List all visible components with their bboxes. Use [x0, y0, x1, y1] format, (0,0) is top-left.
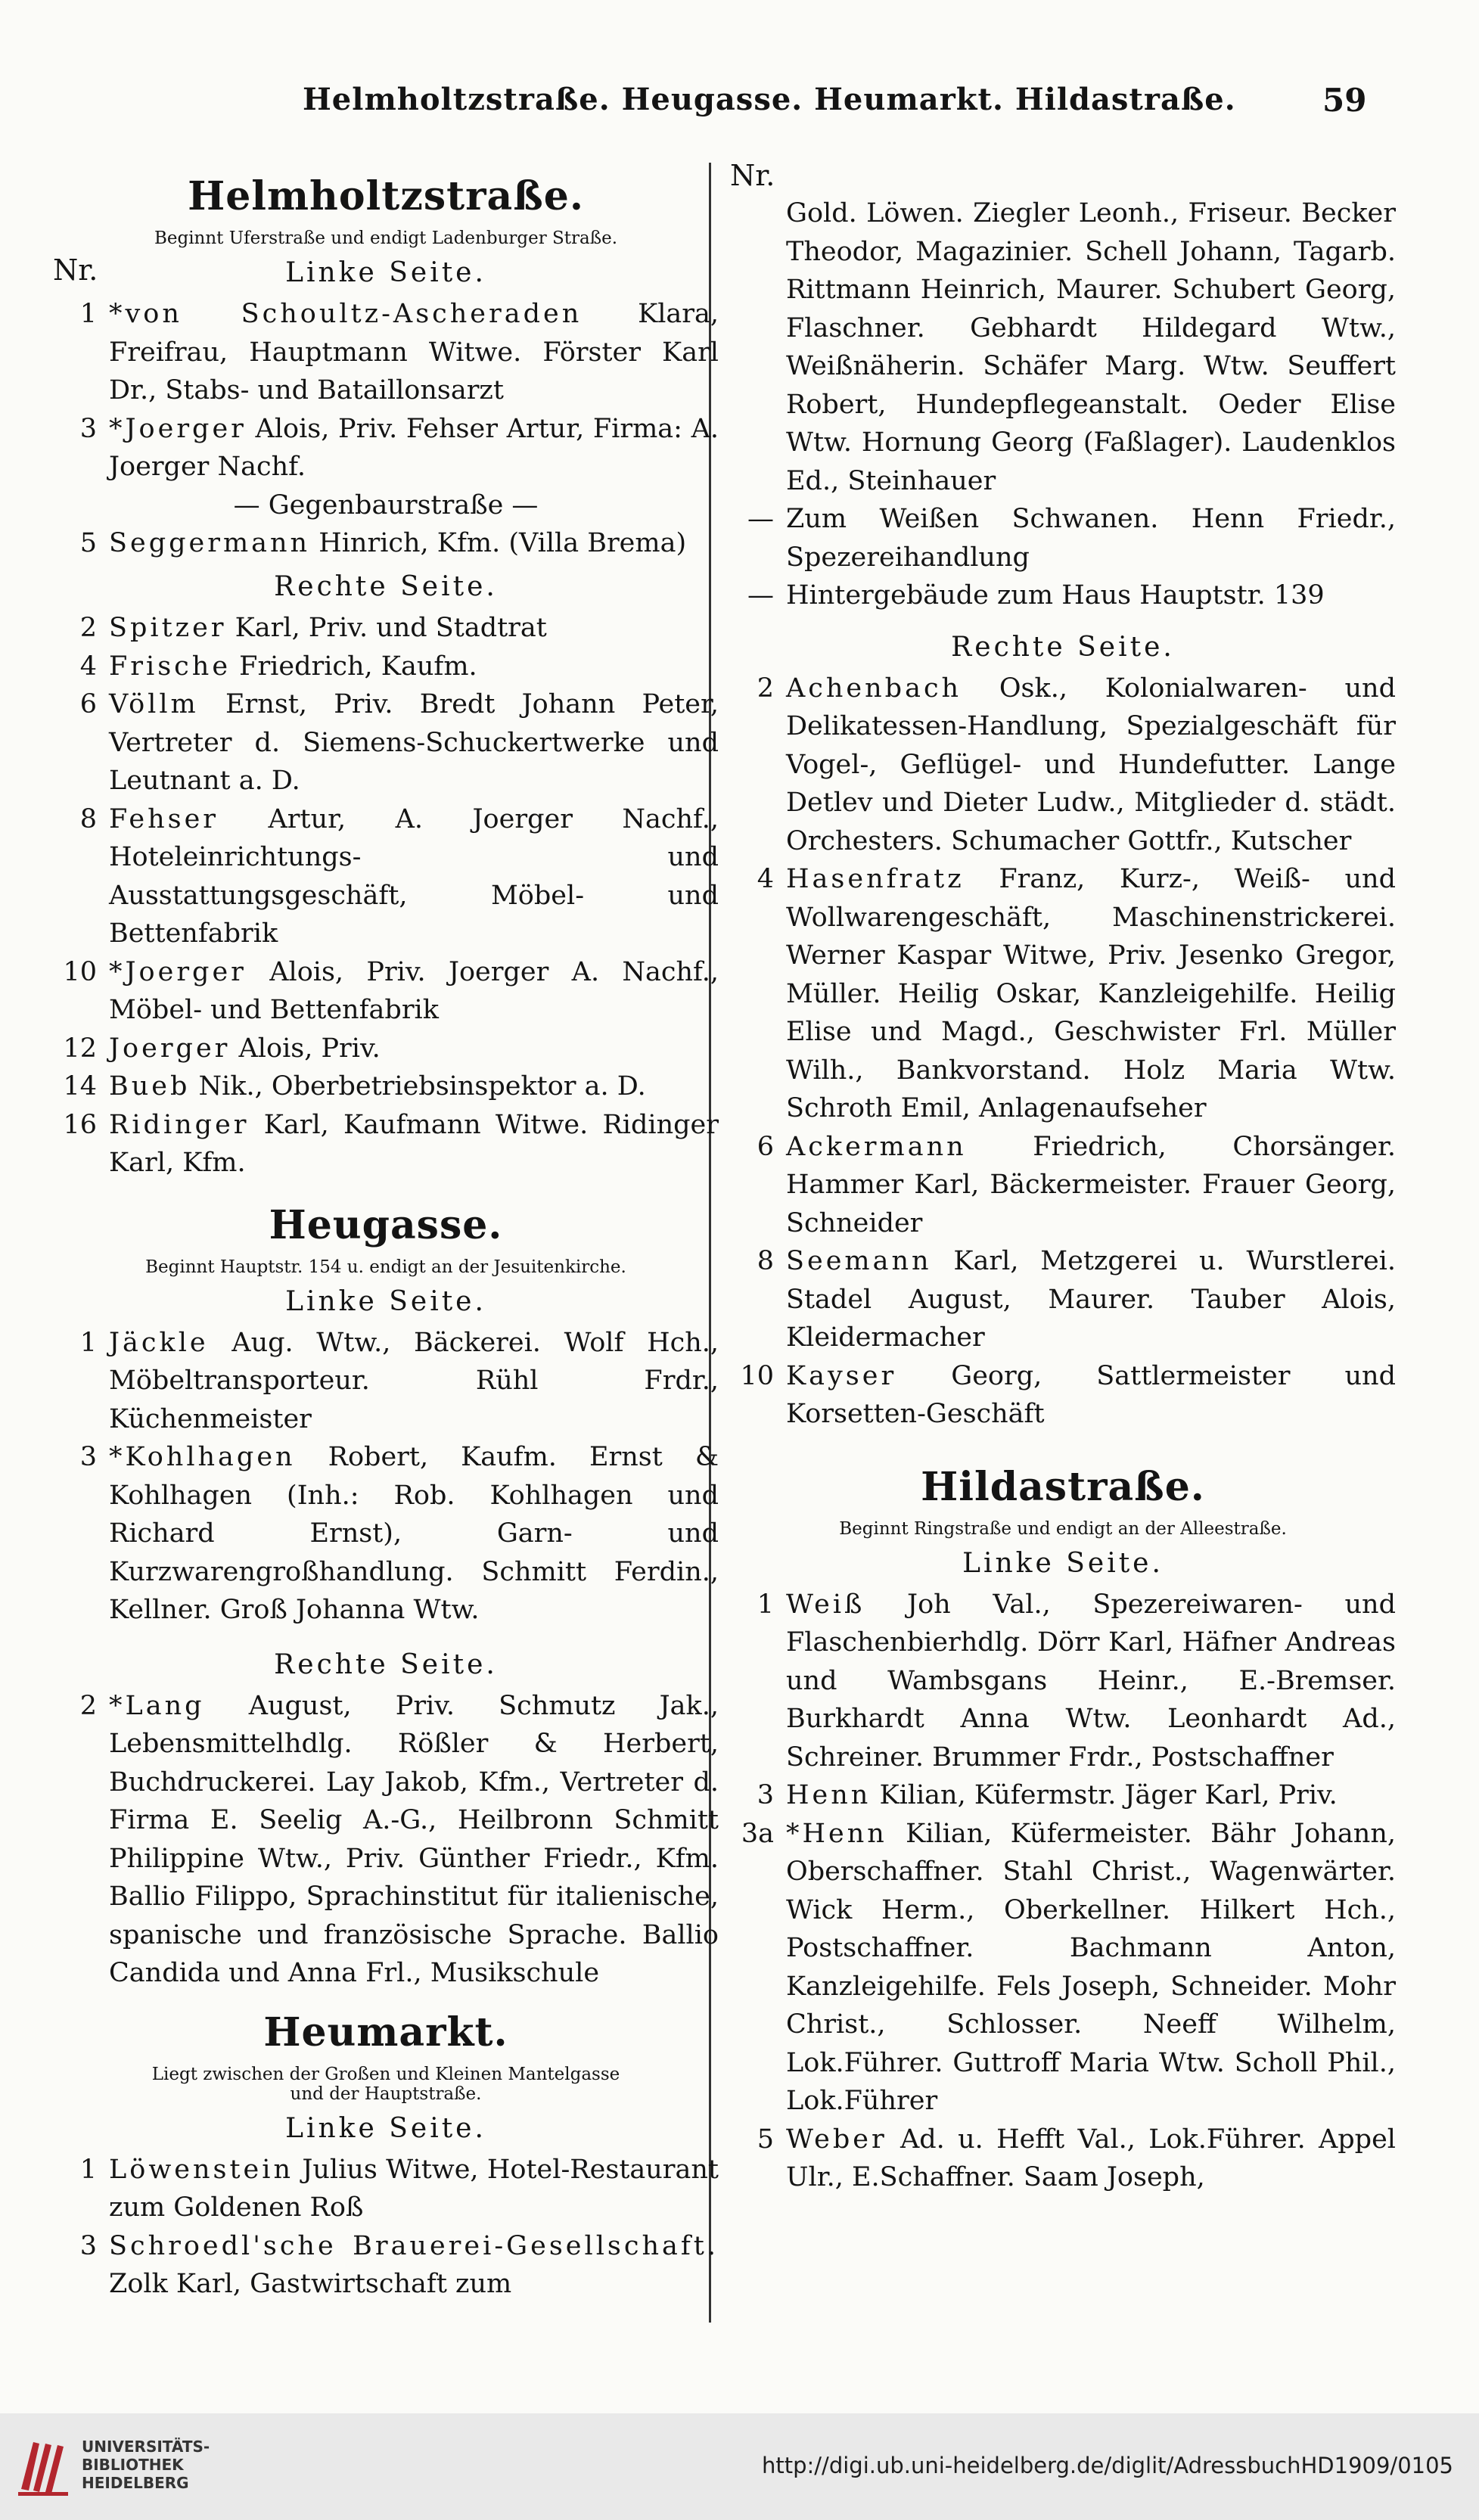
entry-details: Joh Val., Spezereiwaren- und Flaschenbierhdlg. Dörr Karl, Häfner Andreas und Wambsgans Heinr., E.-Bremser. Burkhardt Anna Wtw. Leonhardt Ad., Schreiner. Brummer Frdr., Postschaffner [786, 1589, 1396, 1773]
list-item [730, 2121, 1396, 2197]
library-name-line: HEIDELBERG [82, 2474, 189, 2492]
entry-text [786, 576, 1396, 615]
resident-name: Frische [109, 651, 231, 682]
house-number: 14 [63, 1071, 97, 1102]
resident-name: Kayser [786, 1360, 897, 1391]
entry-text [786, 194, 1396, 500]
entry-details: Friedrich, Kaufm. [231, 651, 477, 682]
entry-details: Karl, Priv. und Stadtrat [226, 613, 547, 643]
resident-name: Weber [786, 2124, 887, 2155]
resident-name: *Lang [109, 1690, 205, 1721]
house-number: 5 [757, 2124, 774, 2155]
entry-text [109, 648, 719, 686]
list-item [730, 1242, 1396, 1357]
list-item [730, 576, 1396, 615]
entry-text [109, 2151, 719, 2227]
entry-details: Klara, Freifrau, Hauptmann Witwe. Förster Karl Dr., Stabs- und Bataillonsarzt [109, 299, 719, 405]
entry-details: Karl, Kaufmann Witwe. Ridinger Karl, Kfm. [109, 1109, 719, 1178]
street-note-hilda: Beginnt Ringstraße und endigt an der Alleestraße. [839, 1518, 1287, 1539]
entry-details: Artur, A. Joerger Nachf., Hoteleinrichtungs- und Ausstattungsgeschäft, Möbel- und Bettenfabrik [109, 803, 719, 949]
house-number: 1 [757, 1589, 774, 1620]
entry-details: Robert, Kaufm. Ernst & Kohlhagen (Inh.: Rob. Kohlhagen und Richard Ernst), Garn- und Kurzwarengroßhandlung. Schmitt Ferdin., Kellner. Groß Johanna Wtw. [109, 1442, 719, 1625]
resident-name: Joerger [109, 1033, 231, 1064]
entry-text [109, 1067, 719, 1106]
side-heading: Linke Seite. [285, 1285, 486, 1317]
list-item [53, 1030, 719, 1068]
entry-list [53, 1687, 719, 1993]
house-number: 3 [79, 1442, 97, 1472]
list-item [53, 1687, 719, 1993]
entry-text [109, 2227, 719, 2304]
resident-name: Ackermann [786, 1131, 967, 1162]
nr-label: Nr. [53, 253, 98, 287]
nr-label: Nr. [730, 159, 775, 192]
list-item [53, 800, 719, 953]
house-number: 10 [740, 1360, 774, 1391]
entry-text [786, 1586, 1396, 1777]
entry-list [53, 295, 719, 486]
entry-details: Osk., Kolonialwaren- und Delikatessen-Handlung, Spezialgeschäft für Vogel-, Geflügel- und Hundefutter. Lange Detlev und Dieter Ludw., Mitglieder d. städt. Orchesters. Schumacher Gottfr., Kutscher [786, 673, 1396, 856]
source-url-link[interactable]: http://digi.ub.uni-heidelberg.de/diglit/AdressbuchHD1909/0105 [761, 2453, 1453, 2478]
library-logo-icon [17, 2436, 70, 2498]
list-item [53, 953, 719, 1030]
entry-text [786, 1776, 1396, 1815]
house-number: 16 [63, 1109, 97, 1140]
resident-name: Seggermann [109, 527, 311, 558]
entry-text [109, 295, 719, 410]
entry-text [109, 1687, 719, 1993]
entry-text [786, 500, 1396, 576]
list-item [53, 1106, 719, 1182]
entry-details: Zolk Karl, Gastwirtschaft zum [109, 2269, 512, 2299]
resident-name: Bueb [109, 1071, 191, 1102]
entry-details: Ernst, Priv. Bredt Johann Peter, Vertreter d. Siemens-Schuckertwerke und Leutnant a. D. [109, 689, 719, 796]
page-number: 59 [1322, 82, 1367, 119]
running-head: Helmholtzstraße. Heugasse. Heumarkt. Hildastraße. [303, 82, 1236, 117]
list-item [53, 1324, 719, 1439]
entry-list [730, 1586, 1396, 2197]
house-number: 12 [63, 1033, 97, 1064]
house-number: 3a [741, 1818, 774, 1849]
library-name [82, 2438, 210, 2492]
house-number: 8 [757, 1246, 774, 1276]
side-heading: Rechte Seite. [951, 631, 1175, 663]
entry-list [730, 670, 1396, 1434]
entry-list [53, 524, 719, 563]
entry-text [109, 1030, 719, 1068]
street-note-heumarkt: Liegt zwischen der Großen und Kleinen Mantelgasse [151, 2064, 620, 2084]
entry-text [109, 800, 719, 953]
left-column [53, 163, 719, 2304]
list-item [730, 1128, 1396, 1243]
entry-text [109, 685, 719, 800]
entry-details: Alois, Priv. [230, 1033, 381, 1064]
side-heading: Linke Seite. [962, 1547, 1164, 1579]
resident-name: Henn [786, 1780, 872, 1810]
list-item [730, 860, 1396, 1128]
entry-details: Nik., Oberbetriebsinspektor a. D. [190, 1071, 646, 1102]
list-item [730, 1776, 1396, 1815]
list-item [730, 1586, 1396, 1777]
entry-text [109, 609, 719, 648]
house-number: — [747, 504, 774, 534]
house-number: 2 [79, 613, 97, 643]
entry-text [109, 524, 719, 563]
list-item [730, 194, 1396, 500]
list-item [53, 2151, 719, 2227]
right-column [730, 159, 1396, 2197]
entry-list [53, 2151, 719, 2304]
resident-name: Spitzer [109, 613, 227, 643]
house-number: 3 [757, 1780, 774, 1810]
resident-name: Löwenstein [109, 2154, 294, 2185]
entry-details: Karl, Metzgerei u. Wurstlerei. Stadel August, Maurer. Tauber Alois, Kleidermacher [786, 1246, 1396, 1353]
entry-details: Gold. Löwen. Ziegler Leonh., Friseur. Becker Theodor, Magazinier. Schell Johann, Tagarb. Rittmann Heinrich, Maurer. Schubert Georg, Flaschner. Gebhardt Hildegard Wtw., Weißnäherin. Schäfer Marg. Wtw. Seuffert Robert, Hundepflegeanstalt. Oeder Elise Wtw. Hornung Georg (Faßlager). Laudenklos Ed., Steinhauer [786, 198, 1396, 496]
resident-name: *Kohlhagen [109, 1442, 296, 1472]
list-item [730, 1357, 1396, 1434]
entry-text [109, 410, 719, 486]
house-number: — [747, 580, 774, 611]
house-number: 8 [79, 803, 97, 834]
resident-name: *Henn [786, 1818, 887, 1849]
resident-name: Völlm [109, 689, 199, 719]
house-number: 10 [63, 956, 97, 987]
entry-details: Hintergebäude zum Haus Hauptstr. 139 [786, 580, 1325, 611]
library-name-line: UNIVERSITÄTS- [82, 2438, 210, 2456]
resident-name: *Joerger [109, 956, 247, 987]
street-title-helmholtz: Helmholtzstraße. [188, 173, 584, 219]
house-number: 1 [79, 299, 97, 329]
entry-details: Aug. Wtw., Bäckerei. Wolf Hch., Möbeltransporteur. Rühl Frdr., Küchenmeister [109, 1327, 719, 1434]
house-number [730, 194, 786, 500]
side-heading: Linke Seite. [285, 2112, 486, 2144]
entry-text [109, 1106, 719, 1182]
resident-name: *Joerger [109, 413, 247, 444]
resident-name: Fehser [109, 803, 219, 834]
list-item [53, 609, 719, 648]
list-item [730, 670, 1396, 861]
footer-bar [0, 2413, 1479, 2520]
entry-details: Julius Witwe, Hotel-Restaurant zum Goldenen Roß [109, 2154, 719, 2223]
house-number: 1 [79, 2154, 97, 2185]
list-item [53, 1438, 719, 1630]
entry-text [786, 2121, 1396, 2197]
entry-text [786, 1128, 1396, 1243]
list-item [53, 410, 719, 486]
entry-text [109, 1324, 719, 1439]
street-note-heugasse: Beginnt Hauptstr. 154 u. endigt an der Jesuitenkirche. [145, 1257, 626, 1277]
resident-name: *von Schoultz-Ascheraden [109, 299, 583, 329]
list-item [53, 524, 719, 563]
entry-details: Ad. u. Hefft Val., Lok.Führer. Appel Ulr., E.Schaffner. Saam Joseph, [786, 2124, 1396, 2192]
list-item [53, 648, 719, 686]
side-heading: Linke Seite. [285, 257, 486, 288]
list-item [53, 2227, 719, 2304]
resident-name: Weiß [786, 1589, 865, 1620]
entry-details: Kilian, Küfermstr. Jäger Karl, Priv. [871, 1780, 1338, 1810]
entry-details: Georg, Sattlermeister und Korsetten-Geschäft [786, 1360, 1396, 1429]
cross-street: — Gegenbaurstraße — [233, 489, 539, 520]
resident-name: Achenbach [786, 673, 962, 704]
house-number: 2 [79, 1690, 97, 1721]
entry-details: Zum Weißen Schwanen. Henn Friedr., Spezereihandlung [786, 504, 1396, 573]
street-note-helmholtz: Beginnt Uferstraße und endigt Ladenburger Straße. [154, 228, 618, 248]
resident-name: Ridinger [109, 1109, 250, 1140]
entry-text [109, 953, 719, 1030]
entry-details: Alois, Priv. Fehser Artur, Firma: A. Joerger Nachf. [109, 413, 719, 482]
entry-details: Kilian, Küfermeister. Bähr Johann, Oberschaffner. Stahl Christ., Wagenwärter. Wick Herm., Oberkellner. Hilkert Hch., Postschaffner. Bachmann Anton, Kanzleigehilfe. Fels Joseph, Schneider. Mohr Christ., Schlosser. Neeff Wilhelm, Lok.Führer. Guttroff Maria Wtw. Scholl Phil., Lok.Führer [786, 1818, 1396, 2116]
entry-text [786, 1242, 1396, 1357]
resident-name: Schroedl'sche Brauerei-Gesellschaft. [109, 2230, 719, 2261]
list-item [53, 295, 719, 410]
resident-name: Seemann [786, 1246, 932, 1276]
library-name-line: BIBLIOTHEK [82, 2456, 184, 2474]
entry-details: Alois, Priv. Joerger A. Nachf., Möbel- und Bettenfabrik [109, 956, 719, 1025]
street-title-heumarkt: Heumarkt. [263, 2009, 508, 2055]
list-item [730, 1815, 1396, 2121]
street-title-heugasse: Heugasse. [269, 1201, 503, 1248]
entry-text [109, 1438, 719, 1630]
list-item [53, 685, 719, 800]
resident-name: Hasenfratz [786, 864, 965, 894]
entry-text [786, 670, 1396, 861]
house-number: 4 [757, 864, 774, 894]
house-number: 4 [79, 651, 97, 682]
list-item [53, 1067, 719, 1106]
house-number: 5 [79, 527, 97, 558]
entry-list [730, 194, 1396, 615]
entry-details: Franz, Kurz-, Weiß- und Wollwarengeschäft, Maschinenstrickerei. Werner Kaspar Witwe, Priv. Jesenko Gregor, Müller. Heilig Oskar, Kanzleigehilfe. Heilig Elise und Magd., Geschwister Frl. Müller Wilh., Bankvorstand. Holz Maria Wtw. Schroth Emil, Anlagenaufseher [786, 864, 1396, 1123]
house-number: 3 [79, 413, 97, 444]
street-note-heumarkt-2: und der Hauptstraße. [290, 2083, 482, 2104]
house-number: 6 [757, 1131, 774, 1162]
entry-details: Friedrich, Chorsänger. Hammer Karl, Bäckermeister. Frauer Georg, Schneider [786, 1131, 1396, 1238]
house-number: 2 [757, 673, 774, 704]
street-title-hilda: Hildastraße. [921, 1463, 1205, 1510]
entry-text [786, 860, 1396, 1128]
house-number: 6 [79, 689, 97, 719]
house-number: 3 [79, 2230, 97, 2261]
list-item [730, 500, 1396, 576]
resident-name: Jäckle [109, 1327, 209, 1358]
house-number: 1 [79, 1327, 97, 1358]
entry-details: Hinrich, Kfm. (Villa Brema) [310, 527, 687, 558]
entry-list [53, 1324, 719, 1630]
entry-list [53, 609, 719, 1182]
entry-details: August, Priv. Schmutz Jak., Lebensmittelhdlg. Rößler & Herbert, Buchdruckerei. Lay Jakob, Kfm., Vertreter d. Firma E. Seelig A.-G., Heilbronn Schmitt Philippine Wtw., Priv. Günther Friedr., Kfm. Ballio Filippo, Sprachinstitut für italienische, spanische und französische Sprache. Ballio Candida und Anna Frl., Musikschule [109, 1690, 719, 1988]
entry-text [786, 1357, 1396, 1434]
side-heading: Rechte Seite. [274, 1648, 498, 1680]
entry-text [786, 1815, 1396, 2121]
side-heading: Rechte Seite. [274, 571, 498, 602]
